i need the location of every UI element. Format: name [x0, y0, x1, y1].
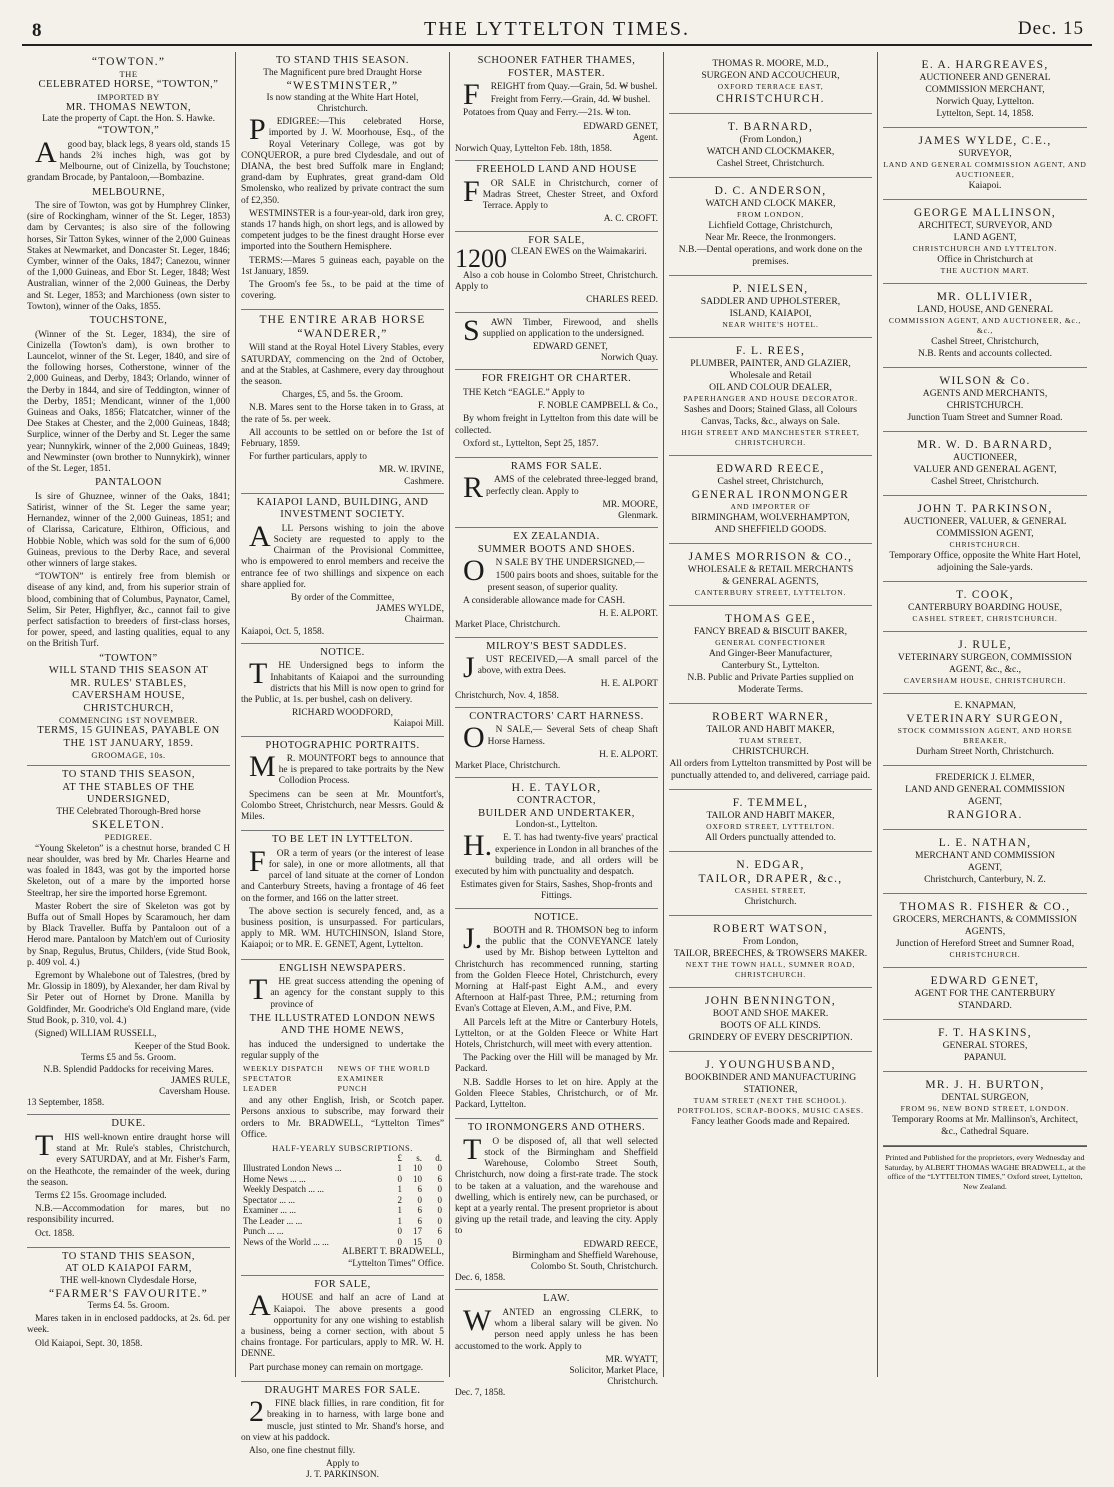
card-rule: J. RULE, VETERINARY SURGEON, COMMISSION AGENT, &c., &c., CAVERSHAM HOUSE, CHRISTCHURCH.	[883, 632, 1087, 694]
card-bennington: JOHN BENNINGTON, BOOT AND SHOE MAKER. BOOTS OF ALL KINDS. GRINDERY OF EVERY DESCRIPTION.	[669, 988, 872, 1052]
card-elmer: FREDERICK J. ELMER, LAND AND GENERAL COMMISSION AGENT, RANGIORA.	[883, 766, 1087, 830]
card-morrison: JAMES MORRISON & CO., WHOLESALE & RETAIL MERCHANTS & GENERAL AGENTS, CANTERBURY STREET, LYTTELTON.	[669, 544, 872, 606]
card-fisher: THOMAS R. FISHER & CO., GROCERS, MERCHANTS, & COMMISSION AGENTS, Junction of Hereford Street and Sumner Road, CHRISTCHURCH.	[883, 894, 1087, 968]
card-knapman: E. KNAPMAN, VETERINARY SURGEON, STOCK COMMISSION AGENT, AND HORSE BREAKER, Durham Street North, Christchurch.	[883, 694, 1087, 766]
ad-heading: “TOWTON.”	[91, 56, 166, 68]
card-wd-barnard: MR. W. D. BARNARD, AUCTIONEER, VALUER AND GENERAL AGENT, Cashel Street, Christchurch.	[883, 432, 1087, 496]
ad-schooner: SCHOONER FATHER THAMES, FOSTER, MASTER. FREIGHT from Quay.—Grain, 5d. ₩ bushel. Freight from Ferry.—Grain, 4d. ₩ bushel. Potatoes from Quay and Ferry.—21s. ₩ ton. EDWARD GENET, Agent. Norwich Quay, Lyttelton Feb. 18th, 1858.	[455, 52, 658, 161]
card-nielsen: P. NIELSEN, SADDLER AND UPHOLSTERER, ISLAND, KAIAPOI, NEAR WHITE'S HOTEL.	[669, 276, 872, 338]
ad-ironmongers: TO IRONMONGERS AND OTHERS. TO be disposed of, all that well selected stock of the Birmingham and Sheffield Warehouse, Colombo Street South, Christchurch, now doing a first-rate trade. The stock to be taken at a valuation, and the warehouse and dwelling, which is entirely new, can be purchased, or kept at a yearly rental. The present proprietor is about giving up the retail trade, and leaving the city. Apply to EDWARD REECE, Birmingham and Sheffield Warehouse, Colombo St. South, Christchurch. Dec. 6, 1858.	[455, 1119, 658, 1290]
card-ollivier: MR. OLLIVIER, LAND, HOUSE, AND GENERAL COMMISSION AGENT, AND AUCTIONEER, &c., &c., Cashel Street, Christchurch, N.B. Rents and accounts collected.	[883, 284, 1087, 368]
newspaper-title: THE LYTTELTON TIMES.	[424, 18, 690, 40]
ad-body: Agood bay, black legs, 8 years old, stands 15 hands 2¾ inches high, was got by Melbourne, out of Cinizella, by Touchstone; grandam Brocade, by Pantaloon,—Bombazine.	[27, 135, 230, 184]
ad-eagle-ketch: FOR FREIGHT OR CHARTER. THE Ketch “EAGLE.” Apply to F. NOBLE CAMPBELL & Co., By whom freight in Lyttelton from this date will be collected. Oxford st., Lyttelton, Sept 25, 1857.	[455, 370, 658, 458]
card-haskins: F. T. HASKINS, GENERAL STORES, PAPANUI.	[883, 1020, 1087, 1072]
page-columns	[22, 52, 1094, 1481]
table-row: Weekly Despatch ... ... 1 6 0	[243, 1184, 442, 1195]
card-temmel: F. TEMMEL, TAILOR AND HABIT MAKER, OXFORD STREET, LYTTELTON. All Orders punctually attended to.	[669, 790, 872, 852]
ad-english-newspapers: ENGLISH NEWSPAPERS. THE great success attending the opening of an agency for the constant supply to this province of THE ILLUSTRATED LONDON NEWS AND THE HOME NEWS, has induced the undersigned to undertake the regular supply of the WEEKLY DISPATCH NEWS OF THE WORLD SPECTATOR EXAMINER LEADER PUNCH and any other English, Irish, or Scotch paper. Persons anxious to subscribe, may forward their orders to Mr. BRADWELL, “Lyttelton Times” Office. HALF-YEARLY SUBSCRIPTIONS. £ s. d. Illustrated London News ... 1 10 0 Home News ... ... 0 10 6 Weekly Despatch ... ... 1 6 0 Spectator ... ... 2 0 0 Examiner ... ... 1 6 0 The Leader ... ... 1 6 0 Punch ... ... 0 17 6 News of the World ... ... 0 15 0 ALBERT T. BRADWELL, “Lyttelton Times” Office.	[241, 960, 444, 1276]
table-row: Punch ... ... 0 17 6	[243, 1226, 442, 1237]
ad-westminster: TO STAND THIS SEASON. The Magnificent pure bred Draught Horse “WESTMINSTER,” Is now standing at the White Hart Hotel, Christchurch. PEDIGREE:—This celebrated Horse, imported by J. W. Moorhouse, Esq., of the Royal Veterinary College, was got by CONQUEROR, a pure bred Clydesdale, and out of DIANA, the best bred Suffolk mare in England; grand-dam by Euphrates, great grand-dam Old Smolensko, who realized by private contract the sum of £2,350. WESTMINSTER is a four-year-old, dark iron grey, stands 17 hands high, on short legs, and is allowed by competent judges to be the finest draught Horse ever imported into the Southern Hemisphere. TERMS:—Mares 5 guineas each, payable on the 1st January, 1859. The Groom's fee 5s., to be paid at the time of covering.	[241, 52, 444, 310]
subscriptions-table	[241, 1153, 444, 1248]
ad-duke: DUKE. THIS well-known entire draught horse will stand at Mr. Rule's stables, Christchurch, every SATURDAY, and at Mr. Fisher's Farm, on the Heathcote, the remainder of the week, during the season. Terms £2 15s. Groomage included. N.B.—Accommodation for mares, but no responsibility incurred. Oct. 1858.	[27, 1115, 230, 1247]
column-2	[236, 52, 450, 1481]
ad-skeleton: TO STAND THIS SEASON, AT THE STABLES OF THE UNDERSIGNED, THE Celebrated Thorough-Bred horse SKELETON. PEDIGREE. “Young Skeleton” is a chestnut horse, branded C H near shoulder, was bred by Mr. Charles Hearne and was foaled in 1843, was got by the imported horse Skeleton, out of a mare by the imported horse Steeltrap, her sire the imported horse Egremont. Master Robert the sire of Skeleton was got by Buffa out of Small Hopes by Scaramouch, her dam by Black Traveller. Buffa by Pantaloon out of a Herod mare. Pantaloon by Match'em out of Curiosity by Snap, Regulus, Brutus, Childers, (vide Stud Book, p. 409 vol. 4.) Egremont by Whalebone out of Talestres, (bred by Mr. Glossip in 1809), by Alexander, her dam Rival by Sir Peter out of Hornet by Drone. Manilla by Goldfinder, Mr. Goodriche's Old England mare, (vide Stud Book, p. 310, vol. 4.) (Signed) WILLIAM RUSSELL, Keeper of the Stud Book. Terms £5 and 5s. Groom. N.B. Splendid Paddocks for receiving Mares. JAMES RULE, Caversham House. 13 September, 1858.	[27, 766, 230, 1115]
card-anderson: D. C. ANDERSON, WATCH AND CLOCK MAKER, FROM LONDON, Lichfield Cottage, Christchurch, Near Mr. Reece, the Ironmongers. N.B.—Dental operations, and work done on the premises.	[669, 178, 872, 276]
table-row: Spectator ... ... 2 0 0	[243, 1194, 442, 1205]
card-reece: EDWARD REECE, Cashel street, Christchurch, GENERAL IRONMONGER AND IMPORTER OF BIRMINGHAM, WOLVERHAMPTON, AND SHEFFIELD GOODS.	[669, 456, 872, 544]
table-row: The Leader ... ... 1 6 0	[243, 1215, 442, 1226]
ad-timber: SAWN Timber, Firewood, and shells supplied on application to the undersigned. EDWARD GENET, Norwich Quay.	[455, 313, 658, 371]
card-wilson: WILSON & Co. AGENTS AND MERCHANTS, CHRISTCHURCH. Junction Tuam Street and Sumner Road.	[883, 368, 1087, 432]
ad-to-let: TO BE LET IN LYTTELTON. FOR a term of years (or the interest of lease for sale), in one or more allotments, all that parcel of land situate at the corner of London and Canterbury Streets, having a frontage of 46 feet on the former, and 166 on the latter street. The above section is securely fenced, and, as a business position, is unsurpassed. For particulars, apply to MR. WM. HUTCHINSON, Island Store, Kaiapoi; or to MR. E. GENET, Agent, Lyttelton.	[241, 831, 444, 959]
card-barnard: T. BARNARD, (From London,) WATCH AND CLOCKMAKER, Cashel Street, Christchurch.	[669, 114, 872, 178]
table-row: Illustrated London News ... 1 10 0	[243, 1163, 442, 1174]
ad-mill-notice: NOTICE. THE Undersigned begs to inform the Inhabitants of Kaiapoi and the surrounding districts that his Mill is now open to grind for the Public, at 1s. per bushel, cash on delivery. RICHARD WOODFORD, Kaiapoi Mill.	[241, 644, 444, 737]
ad-saddles: MILROY'S BEST SADDLES. JUST RECEIVED,—A small parcel of the above, with extra Dees. H. E. ALPORT Christchurch, Nov. 4, 1858.	[455, 638, 658, 708]
table-header-row: £ s. d.	[397, 1152, 442, 1163]
issue-date: Dec. 15	[1017, 18, 1084, 39]
ad-draught-mares: DRAUGHT MARES FOR SALE. 2FINE black fillies, in rare condition, fit for breaking in to harness, with large bone and muscle, just stinted to Mr. Shand's horse, and on view at his paddock. Also, one fine chestnut filly. Apply to J. T. PARKINSON.	[241, 1384, 444, 1481]
card-edgar: N. EDGAR, TAILOR, DRAPER, &c., CASHEL STREET, Christchurch.	[669, 852, 872, 916]
card-moore: THOMAS R. MOORE, M.D., SURGEON AND ACCOUCHEUR, OXFORD TERRACE EAST, CHRISTCHURCH.	[669, 52, 872, 114]
ad-farmers-favourite: TO STAND THIS SEASON, AT OLD KAIAPOI FARM, THE well-known Clydesdale Horse, “FARMER'S FAVOURITE.” Terms £4. 5s. Groom. Mares taken in in enclosed paddocks, at 2s. 6d. per week. Old Kaiapoi, Sept. 30, 1858.	[27, 1250, 230, 1349]
ad-law-clerk: LAW. WANTED an engrossing CLERK, to whom a liberal salary will be given. No person need apply unless he has been accustomed to the work. Apply to MR. WYATT, Solicitor, Market Place, Christchurch. Dec. 7, 1858.	[455, 1293, 658, 1399]
card-cook: T. COOK, CANTERBURY BOARDING HOUSE, CASHEL STREET, CHRISTCHURCH.	[883, 582, 1087, 632]
table-row: Examiner ... ... 1 6 0	[243, 1205, 442, 1216]
ad-freehold: FREEHOLD LAND AND HOUSE FOR SALE in Christchurch, corner of Madras Street, Chester Street, and Oxford Terrace. Apply to A. C. CROFT.	[455, 161, 658, 231]
card-gee: THOMAS GEE, FANCY BREAD & BISCUIT BAKER, GENERAL CONFECTIONER And Ginger-Beer Manufacturer, Canterbury St., Lyttelton. N.B. Public and Private Parties supplied on Moderate Terms.	[669, 606, 872, 704]
ad-rams: RAMS FOR SALE. RAMS of the celebrated three-legged brand, perfectly clean. Apply to MR. MOORE, Glenmark.	[455, 458, 658, 528]
card-rees: F. L. REES, PLUMBER, PAINTER, AND GLAZIER, Wholesale and Retail OIL AND COLOUR DEALER, PAPERHANGER AND HOUSE DECORATOR. Sashes and Doors; Stained Glass, all Colours Canvas, Tacks, &c., always on Sale. HIGH STREET AND MANCHESTER STREET, CHRISTCHURCH.	[669, 338, 872, 456]
ad-kaiapoi-society: KAIAPOI LAND, BUILDING, AND INVESTMENT SOCIETY. ALL Persons wishing to join the above Society are requested to apply to the Chairman of the Provisional Committee, who is empowered to enrol members and receive the entrance fee of two shillings and sixpence on each share applied for. By order of the Committee, JAMES WYLDE, Chairman. Kaiapoi, Oct. 5, 1858.	[241, 494, 444, 644]
card-parkinson: JOHN T. PARKINSON, AUCTIONEER, VALUER, & GENERAL COMMISSION AGENT, CHRISTCHURCH. Temporary Office, opposite the White Hart Hotel, adjoining the Sale-yards.	[883, 496, 1087, 582]
newspaper-list: WEEKLY DISPATCH NEWS OF THE WORLD SPECTATOR EXAMINER LEADER PUNCH	[243, 1064, 431, 1094]
ad-summer-boots: EX ZEALANDIA. SUMMER BOOTS AND SHOES. ON SALE BY THE UNDERSIGNED,— 1500 pairs boots and shoes, suitable for the present season, of superior quality. A considerable allowance made for CASH. H. E. ALPORT. Market Place, Christchurch.	[455, 528, 658, 637]
ad-taylor-builder: H. E. TAYLOR, CONTRACTOR, BUILDER AND UNDERTAKER, London-st., Lyttelton. H.E. T. has had twenty-five years' practical experience in London in all branches of the building trade, and all orders will be executed by him with punctuality and despatch. Estimates given for Stairs, Sashes, Shop-fronts and Fittings.	[455, 778, 658, 908]
column-3	[450, 52, 664, 1399]
table-row: News of the World ... ... 0 15 0	[243, 1236, 442, 1247]
masthead	[22, 14, 1092, 46]
card-nathan: L. E. NATHAN, MERCHANT AND COMMISSION AGENT, Christchurch, Canterbury, N. Z.	[883, 830, 1087, 894]
card-wylde: JAMES WYLDE, C.E., SURVEYOR, LAND AND GENERAL COMMISSION AGENT, AND AUCTIONEER, Kaiapoi.	[883, 128, 1087, 200]
column-5	[878, 52, 1092, 1377]
column-1	[22, 52, 236, 1377]
card-genet: EDWARD GENET, AGENT FOR THE CANTERBURY STANDARD.	[883, 968, 1087, 1020]
card-mallinson: GEORGE MALLINSON, ARCHITECT, SURVEYOR, AND LAND AGENT, CHRISTCHURCH AND LYTTELTON. Office in Christchurch at THE AUCTION MART.	[883, 200, 1087, 284]
card-burton: MR. J. H. BURTON, DENTAL SURGEON, FROM 96, NEW BOND STREET, LONDON. Temporary Rooms at Mr. Mallinson's, Architect, &c., Cathedral Square.	[883, 1072, 1087, 1146]
printer-imprint: Printed and Published for the proprietors, every Wednesday and Saturday, by ALBERT THOMAS WAGHE BRADWELL, at the office of the “LYTTELTON TIMES,” Oxford street, Lyttelton, New Zealand.	[883, 1146, 1087, 1191]
ad-towton: “TOWTON.” THE CELEBRATED HORSE, “TOWTON,” IMPORTED BY MR. THOMAS NEWTON, Late the property of Capt. the Hon. S. Hawke. “TOWTON,” Agood bay, black legs, 8 years old, stands 15 hands 2¾ inches high, was got by Melbourne, out of Cinizella, by Touchstone; grandam Brocade, by Pantaloon,—Bombazine. MELBOURNE, The sire of Towton, was got by Humphrey Clinker, (sire of Rockingham, winner of the St. Leger, 1853) dam by Cervantes; is also sire of the following horses, Sir Tatton Sykes, winner of the 2,000 Guineas Stakes at Newmarket, and Doncaster St. Leger, 1846; Cymber, winner of the Oaks, 1847; Canezou, winner of the 1,000 Guineas, and Ebor St. Leger, 1848; West Australian, winner of the 2,000 Guineas, the Derby and St. Leger, 1853; and Marchioness (own sister to Towton), winner of the Oaks, 1855. TOUCHSTONE, (Winner of the St. Leger, 1834), the sire of Cinizella (Towton's dam), is own brother to Launcelot, winner of the St. Leger, 1840, and sire of the following horses, Cotherstone, winner of the 2,000 Guineas, and Derby, 1843; Orlando, winner of the Derby in 1844, and sire of Teddington, winner of the Derby, 1851; Mendicant, winner of the 1,000 Guineas and Oaks, 1856; Flatcatcher, winner of the Dee Stakes at Chester, and the 2,000 Guineas, 1848; Surplice, winner of the Derby and St. Leger the same year; Nunnykirk, winner of the 2,000 Guineas, 1849; and Newminster (own brother to Nunnykirk), winner of the St. Leger, 1851. PANTALOON Is sire of Ghuznee, winner of the Oaks, 1841; Satirist, winner of the St. Leger the same year; Hernandez, winner of the 2,000 Guineas, 1851; and of Clarissa, Caricature, Elthiron, Officious, and Hobbie Noble, which was sold for the sum of 6,000 Guineas, previous to the Derby Race, and several other winners of large stakes. “TOWTON” is entirely free from blemish or disease of any kind, and, from his superior strain of blood, combining that of Columbus, Paynator, Camel, Selim, Sir Peter, Highflyer, &c., cannot fail to give perfect satisfaction to breeders of first-class horses, for power, speed, and lasting qualities, equal to any on the British Turf. “TOWTON” WILL STAND THIS SEASON AT MR. RULES' STABLES, CAVERSHAM HOUSE, CHRISTCHURCH, COMMENCING 1ST NOVEMBER. TERMS, 15 GUINEAS, PAYABLE ON THE 1ST JANUARY, 1859. GROOMAGE, 10s.	[27, 52, 230, 766]
page-number: 8	[32, 20, 42, 41]
ad-wanderer: THE ENTIRE ARAB HORSE “WANDERER,” Will stand at the Royal Hotel Livery Stables, every SATURDAY, commencing on the 2nd of October, and at the Stables, at Cashmere, every day throughout the season. Charges, £5, and 5s. the Groom. N.B. Mares sent to the Horse taken in to Grass, at the rate of 5s. per week. All accounts to be settled on or before the 1st of February, 1859. For further particulars, apply to MR. W. IRVINE, Cashmere.	[241, 310, 444, 493]
card-hargreaves: E. A. HARGREAVES, AUCTIONEER AND GENERAL COMMISSION MERCHANT, Norwich Quay, Lyttelton. Lyttelton, Sept. 14, 1858.	[883, 52, 1087, 128]
ad-house-for-sale: FOR SALE, AHOUSE and half an acre of Land at Kaiapoi. The above presents a good opportunity for any one wishing to establish a business, being a corner section, with about 5 chains frontage. For particulars, apply to MR. W. H. DENNE. Part purchase money can remain on mortgage.	[241, 1276, 444, 1382]
ad-photographic-portraits: PHOTOGRAPHIC PORTRAITS. MR. MOUNTFORT begs to announce that he is prepared to take portraits by the New Collodion Process. Specimens can be seen at Mr. Mountfort's, Colombo Street, Christchurch, near Messrs. Gould & Miles.	[241, 737, 444, 832]
column-4	[664, 52, 878, 1377]
ad-conveyance-notice: NOTICE. J.BOOTH and R. THOMSON beg to inform the public that the CONVEYANCE lately used by Mr. Bishop between Lyttelton and Christchurch has recommenced running, starting from the Golden Fleece Hotel, Christchurch, every Morning at Half-past Eight A.M., and every Afternoon at Half-past Three, P.M.; returning from Evan's Cottage at Eleven, A.M., and Five, P.M. All Parcels left at the Mitre or Canterbury Hotels, Lyttelton, or at the Golden Fleece or White Hart Hotels, Christchurch, will meet with every attention. The Packing over the Hill will be managed by Mr. Packard. N.B. Saddle Horses to let on hire. Apply at the Golden Fleece Stables, Christchurch, or of Mr. Packard, Lyttelton.	[455, 909, 658, 1120]
card-younghusband: J. YOUNGHUSBAND, BOOKBINDER AND MANUFACTURING STATIONER, TUAM STREET (NEXT THE SCHOOL). PORTFOLIOS, SCRAP-BOOKS, MUSIC CASES. Fancy leather Goods made and Repaired.	[677, 1059, 864, 1127]
ad-ewes: FOR SALE, 1200 CLEAN EWES on the Waimakariri. Also a cob house in Colombo Street, Christchurch. Apply to CHARLES REED.	[455, 232, 658, 313]
table-row: Home News ... ... 0 10 6	[243, 1173, 442, 1184]
card-warner: ROBERT WARNER, TAILOR AND HABIT MAKER, TUAM STREET, CHRISTCHURCH. All orders from Lyttelton transmitted by Post will be punctually attended to, and delivered, carriage paid.	[669, 704, 872, 790]
ad-cart-harness: CONTRACTORS' CART HARNESS. ON SALE,— Several Sets of cheap Shaft Horse Harness. H. E. ALPORT. Market Place, Christchurch.	[455, 708, 658, 778]
card-watson: ROBERT WATSON, From London, TAILOR, BREECHES, & TROWSERS MAKER. NEXT THE TOWN HALL, SUMNER ROAD, CHRISTCHURCH.	[669, 916, 872, 988]
